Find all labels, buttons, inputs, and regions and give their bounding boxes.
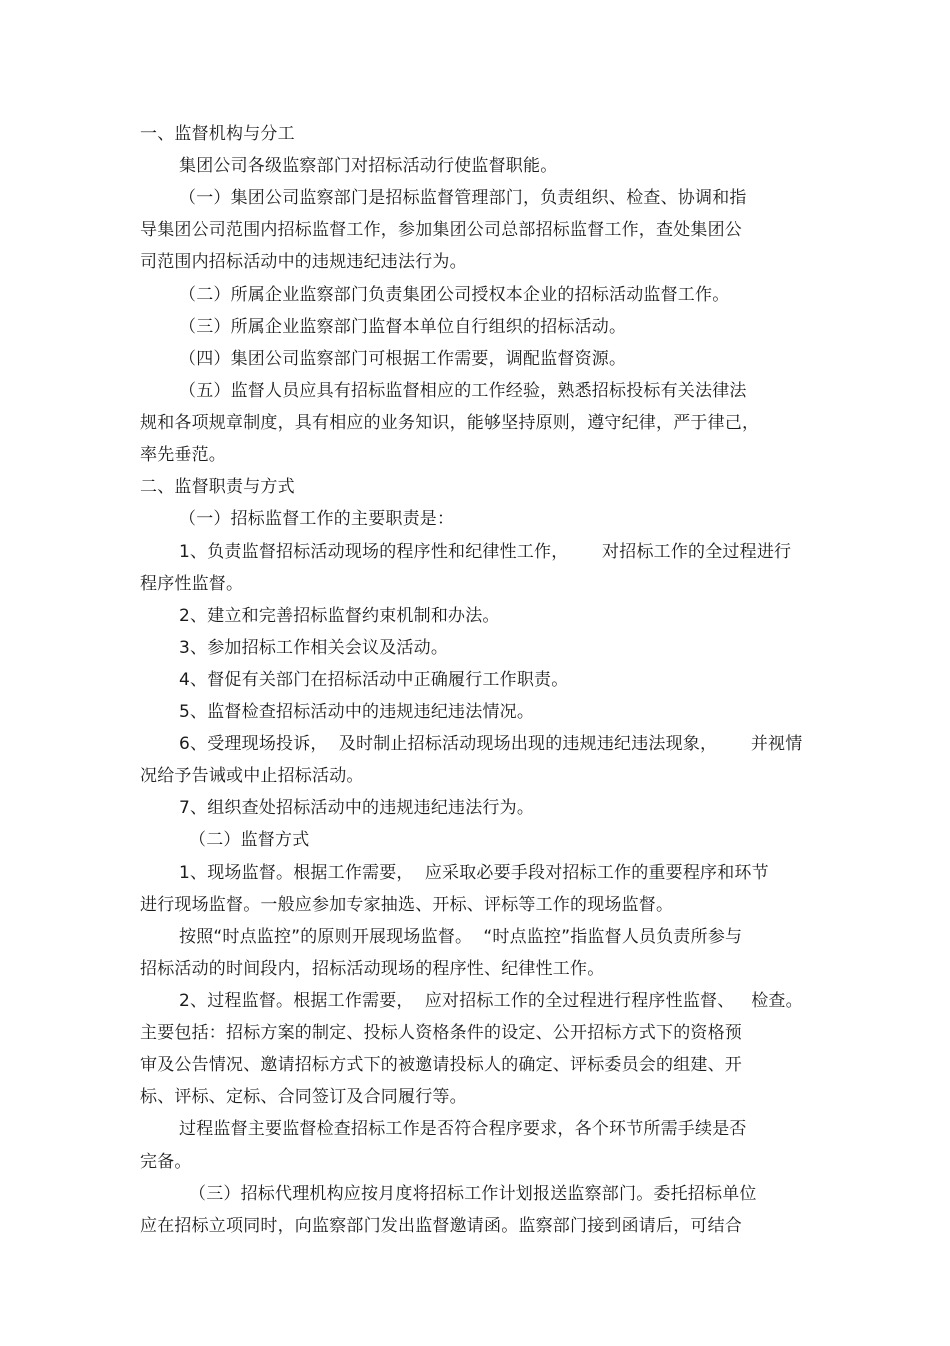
paragraph-line: 完备。 xyxy=(140,1152,192,1172)
paragraph-line: 规和各项规章制度，具有相应的业务知识，能够坚持原则，遵守纪律，严于律己， xyxy=(140,413,760,433)
paragraph-line: 7、组织查处招标活动中的违规违纪违法行为。 xyxy=(179,798,535,818)
paragraph-line: 3、参加招标工作相关会议及活动。 xyxy=(179,638,449,658)
paragraph-line: 2、建立和完善招标监督约束机制和办法。 xyxy=(179,606,500,626)
paragraph-line: 按照“时点监控”的原则开展现场监督。 “时点监控”指监督人员负责所参与 xyxy=(179,927,743,947)
paragraph-line: （三）所属企业监察部门监督本单位自行组织的招标活动。 xyxy=(179,317,627,337)
paragraph-line: 集团公司各级监察部门对招标活动行使监督职能。 xyxy=(179,156,558,176)
paragraph-line: 审及公告情况、邀请招标方式下的被邀请投标人的确定、评标委员会的组建、开 xyxy=(140,1055,742,1075)
paragraph-line: 4、督促有关部门在招标活动中正确履行工作职责。 xyxy=(179,670,569,690)
section-heading-2: 二、监督职责与方式 xyxy=(140,477,295,497)
paragraph-line: （二）监督方式 xyxy=(189,830,310,850)
paragraph-line: 况给予告诫或中止招标活动。 xyxy=(140,766,364,786)
paragraph-line: （三）招标代理机构应按月度将招标工作计划报送监察部门。委托招标单位 xyxy=(189,1184,757,1204)
paragraph-line: （一）招标监督工作的主要职责是： xyxy=(179,509,455,529)
paragraph-line: 程序性监督。 xyxy=(140,574,244,594)
paragraph-line: 主要包括：招标方案的制定、投标人资格条件的设定、公开招标方式下的资格预 xyxy=(140,1023,742,1043)
paragraph-line: 6、受理现场投诉， 及时制止招标活动现场出现的违规违纪违法现象， 并视情 xyxy=(179,734,803,754)
paragraph-line: 进行现场监督。一般应参加专家抽选、开标、评标等工作的现场监督。 xyxy=(140,895,674,915)
section-heading-1: 一、监督机构与分工 xyxy=(140,124,295,144)
paragraph-line: 司范围内招标活动中的违规违纪违法行为。 xyxy=(140,252,467,272)
paragraph-line: 5、监督检查招标活动中的违规违纪违法情况。 xyxy=(179,702,535,722)
paragraph-line: 1、负责监督招标活动现场的程序性和纪律性工作， 对招标工作的全过程进行 xyxy=(179,542,792,562)
paragraph-line: 应在招标立项同时，向监察部门发出监督邀请函。监察部门接到函请后，可结合 xyxy=(140,1216,742,1236)
paragraph-line: 1、现场监督。根据工作需要， 应采取必要手段对招标工作的重要程序和环节 xyxy=(179,863,769,883)
paragraph-line: 招标活动的时间段内，招标活动现场的程序性、纪律性工作。 xyxy=(140,959,605,979)
paragraph-line: （四）集团公司监察部门可根据工作需要，调配监督资源。 xyxy=(179,349,627,369)
paragraph-line: 过程监督主要监督检查招标工作是否符合程序要求，各个环节所需手续是否 xyxy=(179,1119,747,1139)
paragraph-line: 2、过程监督。根据工作需要， 应对招标工作的全过程进行程序性监督、 检查。 xyxy=(179,991,803,1011)
paragraph-line: 导集团公司范围内招标监督工作，参加集团公司总部招标监督工作，查处集团公 xyxy=(140,220,742,240)
paragraph-line: （一）集团公司监察部门是招标监督管理部门，负责组织、检查、协调和指 xyxy=(179,188,747,208)
paragraph-line: （二）所属企业监察部门负责集团公司授权本企业的招标活动监督工作。 xyxy=(179,285,730,305)
paragraph-line: （五）监督人员应具有招标监督相应的工作经验，熟悉招标投标有关法律法 xyxy=(179,381,747,401)
paragraph-line: 标、评标、定标、合同签订及合同履行等。 xyxy=(140,1087,467,1107)
paragraph-line: 率先垂范。 xyxy=(140,445,226,465)
